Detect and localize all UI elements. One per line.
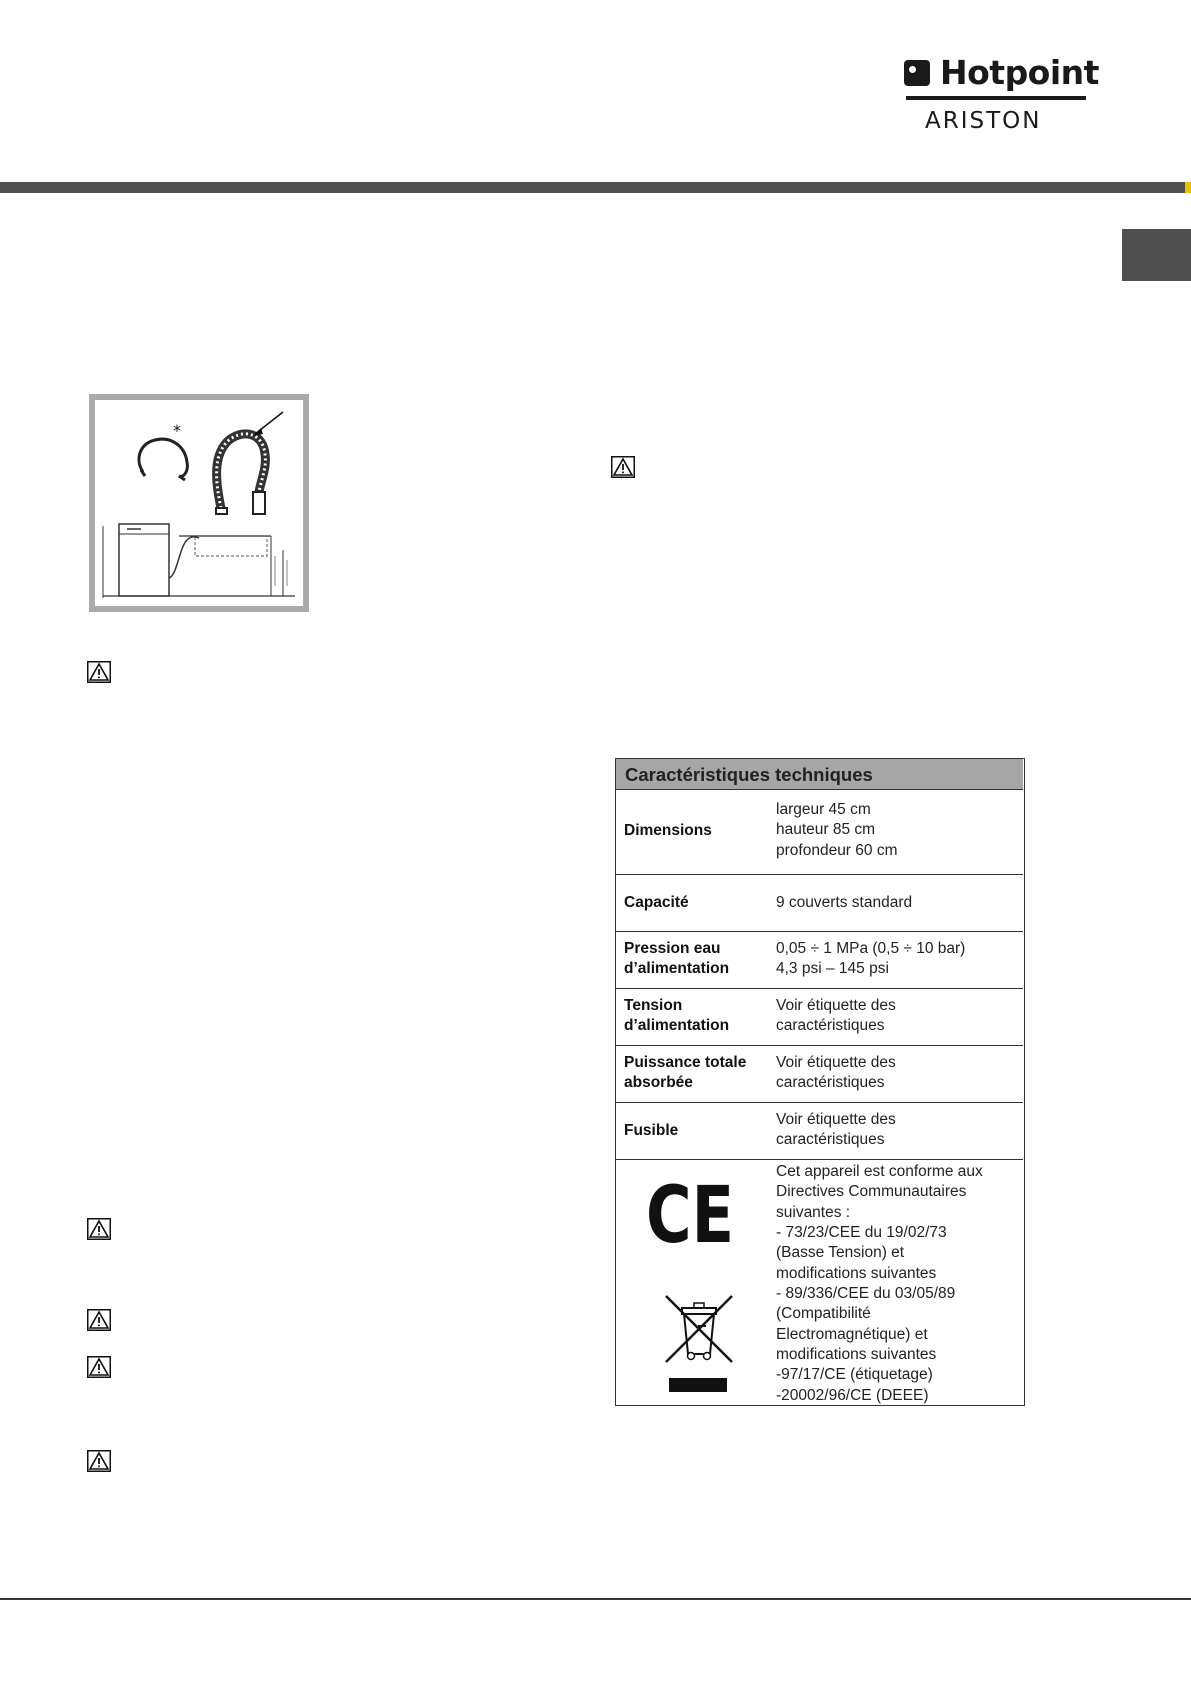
row-label: Fusible bbox=[624, 1122, 679, 1139]
row-label: Puissance totale absorbée bbox=[624, 1054, 747, 1091]
warning-icon bbox=[87, 1309, 111, 1331]
logo-brand: Hotpoint bbox=[940, 53, 1099, 92]
language-tab bbox=[1122, 229, 1191, 281]
row-value: 0,05 ÷ 1 MPa (0,5 ÷ 10 bar) 4,3 psi – 145 psi bbox=[776, 940, 966, 978]
row-value: Voir étiquette des caractéristiques bbox=[776, 997, 896, 1035]
warning-icon bbox=[87, 1356, 111, 1378]
table-row bbox=[616, 1046, 1023, 1103]
table-row bbox=[616, 875, 1023, 932]
row-label: Pression eau d’alimentation bbox=[624, 940, 730, 977]
weee-bin-icon bbox=[662, 1290, 736, 1394]
ce-mark: CE bbox=[646, 1171, 734, 1261]
table-row bbox=[616, 932, 1023, 989]
table-title: Caractéristiques techniques bbox=[625, 764, 873, 785]
footer-rule bbox=[0, 1598, 1191, 1600]
logo-divider bbox=[906, 96, 1086, 100]
table-row bbox=[616, 790, 1023, 875]
table-row bbox=[616, 1103, 1023, 1160]
header-bar bbox=[0, 182, 1191, 193]
logo-square-icon bbox=[904, 60, 930, 86]
warning-icon bbox=[611, 456, 635, 478]
asterisk-label: * bbox=[173, 421, 181, 440]
hose-diagram-icon bbox=[95, 400, 303, 606]
row-value: Voir étiquette des caractéristiques bbox=[776, 1111, 896, 1149]
compliance-text: Cet appareil est conforme aux Directives Communautaires suivantes : - 73/23/CEE du 19/02/73 (Basse Tension) et modifications suivantes - 89/336/CEE du 03/05/89 (Compatibilité Electromagnétique) et modifications suivantes -97/17/CE (étiquetage) -20002/96/CE (DEEE) bbox=[776, 1163, 983, 1404]
drain-hose-illustration bbox=[89, 394, 309, 612]
warning-icon bbox=[87, 661, 111, 683]
compliance-row bbox=[616, 1160, 1023, 1404]
warning-icon bbox=[87, 1450, 111, 1472]
row-label: Dimensions bbox=[624, 822, 712, 839]
hotpoint-ariston-logo bbox=[904, 52, 1099, 134]
row-value: Voir étiquette des caractéristiques bbox=[776, 1054, 896, 1092]
row-value: 9 couverts standard bbox=[776, 894, 913, 911]
row-label: Capacité bbox=[624, 894, 689, 911]
table-header bbox=[616, 759, 1023, 790]
row-label: Tension d’alimentation bbox=[624, 997, 730, 1034]
warning-icon bbox=[87, 1218, 111, 1240]
header-bar-accent bbox=[1185, 182, 1191, 193]
logo-sub-brand: ARISTON bbox=[925, 108, 1042, 134]
table-row bbox=[616, 989, 1023, 1046]
technical-specifications-table bbox=[615, 758, 1025, 1406]
row-value: largeur 45 cm hauteur 85 cm profondeur 60 cm bbox=[776, 801, 898, 859]
ce-mark-icon bbox=[646, 1171, 736, 1261]
